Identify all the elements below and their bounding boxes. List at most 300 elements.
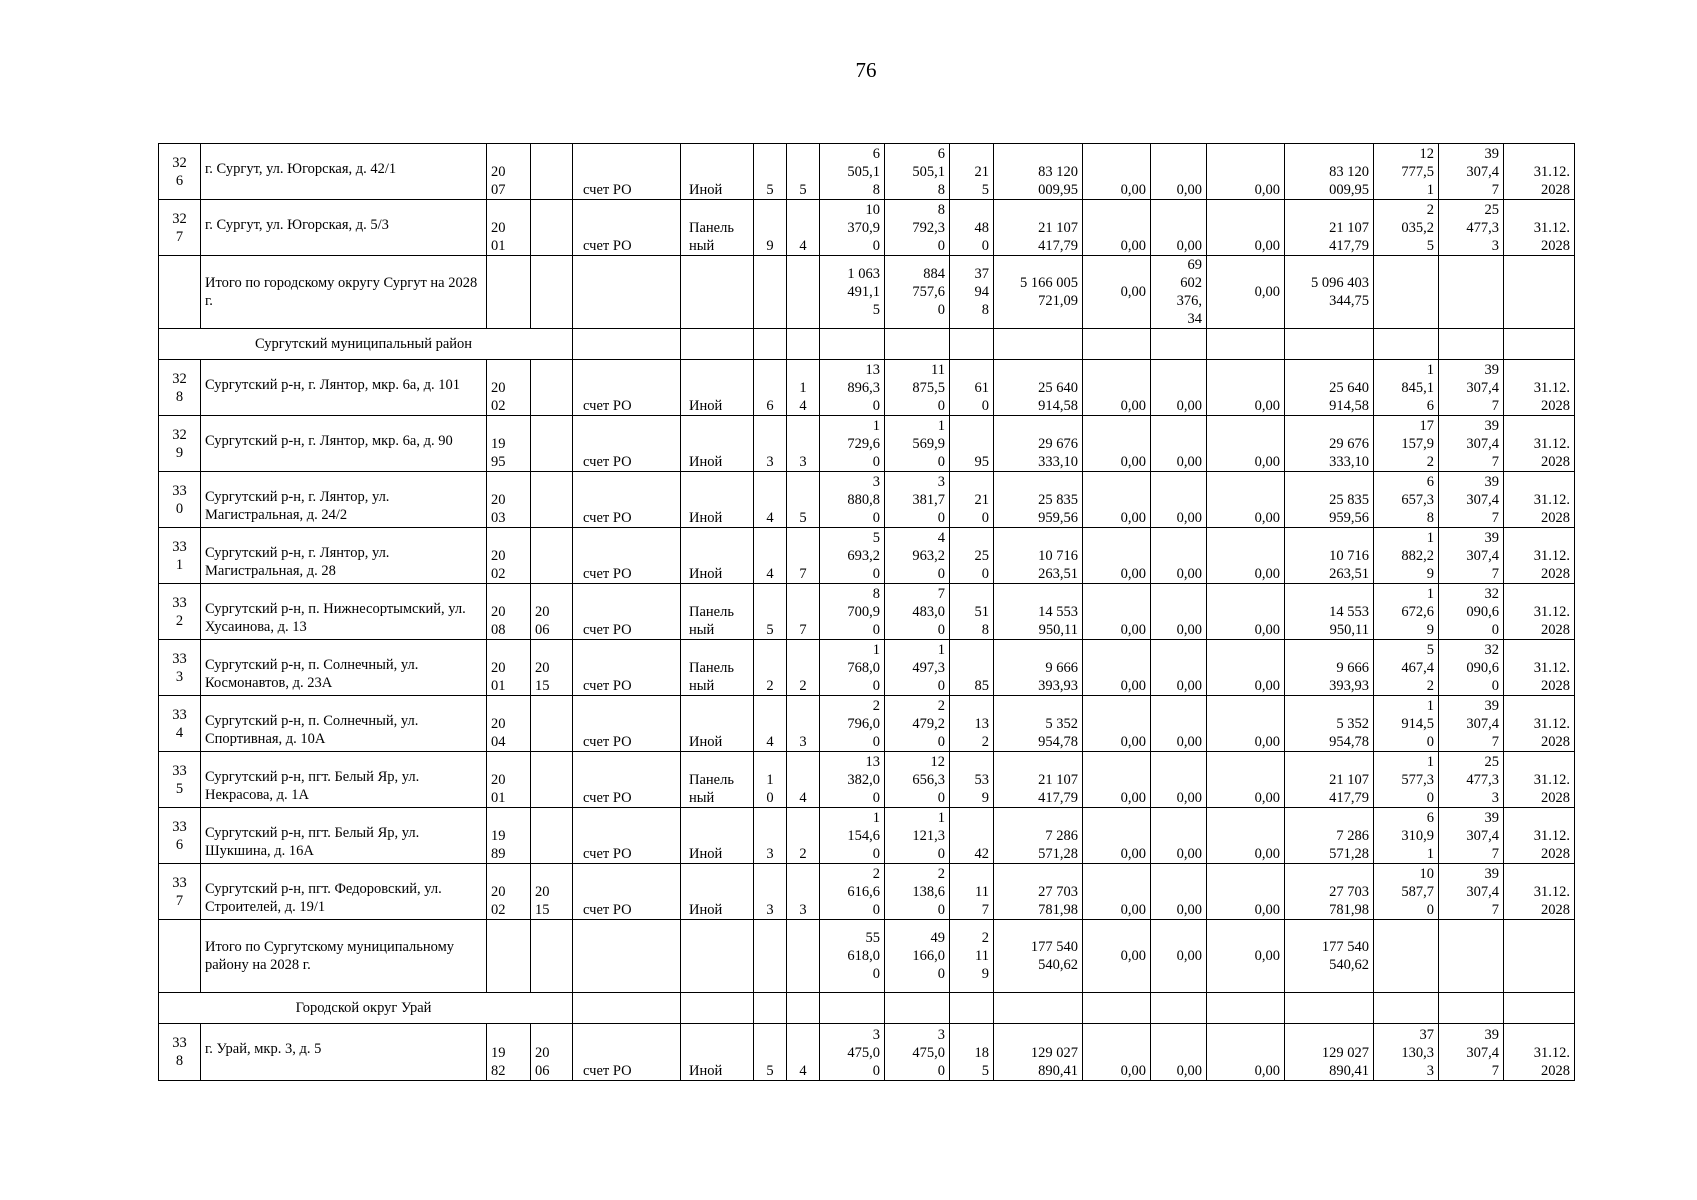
- living-area-cell: 2 479,2 0: [885, 696, 950, 752]
- year-repair-cell: [531, 752, 573, 808]
- empty-cell: [820, 993, 885, 1024]
- empty-cell: [1504, 256, 1575, 329]
- total-cost-cell: 9 666 393,93: [994, 640, 1083, 696]
- total-area-cell: 1 729,6 0: [820, 416, 885, 472]
- completion-date-cell: 31.12. 2028: [1504, 200, 1575, 256]
- fund-local-cell: 0,00: [1207, 416, 1285, 472]
- limit-cost-cell: 39 307,4 7: [1439, 472, 1504, 528]
- total-cost-cell: 5 352 954,78: [994, 696, 1083, 752]
- residents-cell: 13 2: [950, 696, 994, 752]
- total-area-cell: 2 796,0 0: [820, 696, 885, 752]
- empty-cell: [1151, 993, 1207, 1024]
- fund-method-cell: счет РО: [573, 864, 681, 920]
- fund-regional-cell: 0,00: [1151, 144, 1207, 200]
- residents-cell: 18 5: [950, 1024, 994, 1081]
- empty-cell: [1504, 993, 1575, 1024]
- entrances-cell: 3: [787, 864, 820, 920]
- wall-material-cell: Панель ный: [681, 200, 754, 256]
- empty-cell: [820, 329, 885, 360]
- entrances-cell: 7: [787, 528, 820, 584]
- living-area-cell: 1 497,3 0: [885, 640, 950, 696]
- row-number: 33 8: [159, 1024, 201, 1081]
- row-number: 33 6: [159, 808, 201, 864]
- completion-date-cell: 31.12. 2028: [1504, 864, 1575, 920]
- fund-local-cell: 0,00: [1207, 144, 1285, 200]
- table-row: [159, 640, 1575, 696]
- completion-date-cell: 31.12. 2028: [1504, 640, 1575, 696]
- total-cost-cell: 21 107 417,79: [994, 752, 1083, 808]
- empty-cell: [1285, 993, 1374, 1024]
- wall-material-cell: Иной: [681, 528, 754, 584]
- limit-cost-cell: 32 090,6 0: [1439, 584, 1504, 640]
- floors-cell: 1 0: [754, 752, 787, 808]
- fund-owners-cell: 25 640 914,58: [1285, 360, 1374, 416]
- limit-cost-cell: 39 307,4 7: [1439, 808, 1504, 864]
- fund-owners-cell: 5 352 954,78: [1285, 696, 1374, 752]
- unit-cost-cell: 2 035,2 5: [1374, 200, 1439, 256]
- address-cell: Сургутский р-н, г. Лянтор, ул. Магистральная, д. 24/2: [201, 472, 487, 528]
- floors-cell: 3: [754, 808, 787, 864]
- empty-cell: [950, 329, 994, 360]
- total-cost-cell: 14 553 950,11: [994, 584, 1083, 640]
- floors-cell: 5: [754, 144, 787, 200]
- entrances-cell: 2: [787, 640, 820, 696]
- empty-cell: [1439, 920, 1504, 993]
- wall-material-cell: Панель ный: [681, 752, 754, 808]
- fund-local-cell: 0,00: [1207, 920, 1285, 993]
- section-header-row: [159, 993, 1575, 1024]
- fund-method-cell: счет РО: [573, 640, 681, 696]
- address-cell: г. Сургут, ул. Югорская, д. 5/3: [201, 200, 487, 256]
- row-number: 32 6: [159, 144, 201, 200]
- entrances-cell: 7: [787, 584, 820, 640]
- empty-cell: [573, 993, 681, 1024]
- fund-local-cell: 0,00: [1207, 696, 1285, 752]
- year-repair-cell: [531, 144, 573, 200]
- living-area-cell: 8 792,3 0: [885, 200, 950, 256]
- year-built-cell: 20 04: [487, 696, 531, 752]
- fund-method-cell: счет РО: [573, 360, 681, 416]
- living-area-cell: 3 475,0 0: [885, 1024, 950, 1081]
- address-cell: Сургутский р-н, п. Солнечный, ул. Спортивная, д. 10А: [201, 696, 487, 752]
- fund-method-cell: счет РО: [573, 472, 681, 528]
- fund-owners-cell: 27 703 781,98: [1285, 864, 1374, 920]
- total-cost-cell: 5 166 005 721,09: [994, 256, 1083, 329]
- empty-cell: [487, 920, 531, 993]
- fund-federal-cell: 0,00: [1083, 752, 1151, 808]
- floors-cell: 6: [754, 360, 787, 416]
- row-number: 33 0: [159, 472, 201, 528]
- total-area-cell: 8 700,9 0: [820, 584, 885, 640]
- table-row: [159, 472, 1575, 528]
- empty-cell: [885, 329, 950, 360]
- residents-cell: 53 9: [950, 752, 994, 808]
- year-repair-cell: [531, 808, 573, 864]
- unit-cost-cell: 1 845,1 6: [1374, 360, 1439, 416]
- empty-cell: [1083, 993, 1151, 1024]
- wall-material-cell: Иной: [681, 144, 754, 200]
- floors-cell: 5: [754, 584, 787, 640]
- living-area-cell: 2 138,6 0: [885, 864, 950, 920]
- fund-federal-cell: 0,00: [1083, 528, 1151, 584]
- row-number: 33 1: [159, 528, 201, 584]
- row-number: 32 7: [159, 200, 201, 256]
- entrances-cell: 5: [787, 472, 820, 528]
- section-title: Сургутский муниципальный район: [159, 329, 573, 360]
- total-area-cell: 1 768,0 0: [820, 640, 885, 696]
- section-header-row: [159, 329, 1575, 360]
- year-built-cell: 20 01: [487, 752, 531, 808]
- limit-cost-cell: 25 477,3 3: [1439, 200, 1504, 256]
- living-area-cell: 11 875,5 0: [885, 360, 950, 416]
- floors-cell: 3: [754, 416, 787, 472]
- residents-cell: 37 94 8: [950, 256, 994, 329]
- fund-owners-cell: 10 716 263,51: [1285, 528, 1374, 584]
- wall-material-cell: Иной: [681, 416, 754, 472]
- fund-method-cell: счет РО: [573, 1024, 681, 1081]
- fund-local-cell: 0,00: [1207, 864, 1285, 920]
- total-cost-cell: 10 716 263,51: [994, 528, 1083, 584]
- fund-owners-cell: 21 107 417,79: [1285, 752, 1374, 808]
- fund-regional-cell: 0,00: [1151, 696, 1207, 752]
- year-repair-cell: [531, 472, 573, 528]
- completion-date-cell: 31.12. 2028: [1504, 416, 1575, 472]
- address-cell: Сургутский р-н, г. Лянтор, мкр. 6а, д. 101: [201, 360, 487, 416]
- wall-material-cell: Иной: [681, 1024, 754, 1081]
- fund-local-cell: 0,00: [1207, 752, 1285, 808]
- residents-cell: 21 0: [950, 472, 994, 528]
- empty-cell: [531, 256, 573, 329]
- empty-cell: [1151, 329, 1207, 360]
- residents-cell: 51 8: [950, 584, 994, 640]
- completion-date-cell: 31.12. 2028: [1504, 584, 1575, 640]
- fund-regional-cell: 0,00: [1151, 1024, 1207, 1081]
- total-cost-cell: 7 286 571,28: [994, 808, 1083, 864]
- completion-date-cell: 31.12. 2028: [1504, 1024, 1575, 1081]
- fund-regional-cell: 0,00: [1151, 920, 1207, 993]
- fund-federal-cell: 0,00: [1083, 1024, 1151, 1081]
- unit-cost-cell: 1 672,6 9: [1374, 584, 1439, 640]
- fund-regional-cell: 0,00: [1151, 200, 1207, 256]
- entrances-cell: 2: [787, 808, 820, 864]
- table-row: [159, 144, 1575, 200]
- subtotal-label: Итого по городскому округу Сургут на 2028 г.: [201, 256, 487, 329]
- wall-material-cell: Иной: [681, 696, 754, 752]
- empty-cell: [1207, 993, 1285, 1024]
- unit-cost-cell: 1 577,3 0: [1374, 752, 1439, 808]
- fund-regional-cell: 0,00: [1151, 640, 1207, 696]
- entrances-cell: 1 4: [787, 360, 820, 416]
- table-row: [159, 1024, 1575, 1081]
- wall-material-cell: Иной: [681, 360, 754, 416]
- fund-owners-cell: 21 107 417,79: [1285, 200, 1374, 256]
- year-built-cell: 19 82: [487, 1024, 531, 1081]
- year-repair-cell: 20 06: [531, 1024, 573, 1081]
- fund-owners-cell: 83 120 009,95: [1285, 144, 1374, 200]
- completion-date-cell: 31.12. 2028: [1504, 144, 1575, 200]
- floors-cell: 5: [754, 1024, 787, 1081]
- total-area-cell: 13 896,3 0: [820, 360, 885, 416]
- empty-cell: [159, 256, 201, 329]
- empty-cell: [885, 993, 950, 1024]
- fund-federal-cell: 0,00: [1083, 144, 1151, 200]
- empty-cell: [950, 993, 994, 1024]
- year-repair-cell: [531, 360, 573, 416]
- fund-local-cell: 0,00: [1207, 472, 1285, 528]
- entrances-cell: 4: [787, 1024, 820, 1081]
- year-built-cell: 20 02: [487, 360, 531, 416]
- fund-owners-cell: 177 540 540,62: [1285, 920, 1374, 993]
- unit-cost-cell: 1 882,2 9: [1374, 528, 1439, 584]
- empty-cell: [1439, 329, 1504, 360]
- address-cell: Сургутский р-н, пгт. Белый Яр, ул. Шукшина, д. 16А: [201, 808, 487, 864]
- fund-regional-cell: 69 602 376, 34: [1151, 256, 1207, 329]
- living-area-cell: 1 569,9 0: [885, 416, 950, 472]
- fund-regional-cell: 0,00: [1151, 752, 1207, 808]
- subtotal-label: Итого по Сургутскому муниципальному району на 2028 г.: [201, 920, 487, 993]
- address-cell: Сургутский р-н, г. Лянтор, ул. Магистральная, д. 28: [201, 528, 487, 584]
- empty-cell: [754, 329, 787, 360]
- wall-material-cell: Иной: [681, 472, 754, 528]
- row-number: 33 5: [159, 752, 201, 808]
- living-area-cell: 7 483,0 0: [885, 584, 950, 640]
- empty-cell: [787, 329, 820, 360]
- total-cost-cell: 25 640 914,58: [994, 360, 1083, 416]
- empty-cell: [681, 329, 754, 360]
- total-cost-cell: 83 120 009,95: [994, 144, 1083, 200]
- unit-cost-cell: 12 777,5 1: [1374, 144, 1439, 200]
- address-cell: г. Урай, мкр. 3, д. 5: [201, 1024, 487, 1081]
- unit-cost-cell: 5 467,4 2: [1374, 640, 1439, 696]
- empty-cell: [1439, 256, 1504, 329]
- table-row: [159, 752, 1575, 808]
- fund-owners-cell: 129 027 890,41: [1285, 1024, 1374, 1081]
- fund-regional-cell: 0,00: [1151, 360, 1207, 416]
- fund-federal-cell: 0,00: [1083, 360, 1151, 416]
- empty-cell: [1374, 993, 1439, 1024]
- empty-cell: [159, 920, 201, 993]
- entrances-cell: 3: [787, 416, 820, 472]
- empty-cell: [787, 993, 820, 1024]
- living-area-cell: 49 166,0 0: [885, 920, 950, 993]
- wall-material-cell: Иной: [681, 864, 754, 920]
- year-repair-cell: [531, 200, 573, 256]
- total-area-cell: 3 475,0 0: [820, 1024, 885, 1081]
- fund-regional-cell: 0,00: [1151, 472, 1207, 528]
- fund-owners-cell: 5 096 403 344,75: [1285, 256, 1374, 329]
- fund-owners-cell: 14 553 950,11: [1285, 584, 1374, 640]
- residents-cell: 95: [950, 416, 994, 472]
- fund-local-cell: 0,00: [1207, 1024, 1285, 1081]
- total-area-cell: 3 880,8 0: [820, 472, 885, 528]
- row-number: 32 9: [159, 416, 201, 472]
- residents-cell: 85: [950, 640, 994, 696]
- year-repair-cell: [531, 416, 573, 472]
- limit-cost-cell: 39 307,4 7: [1439, 1024, 1504, 1081]
- fund-owners-cell: 29 676 333,10: [1285, 416, 1374, 472]
- row-number: 33 2: [159, 584, 201, 640]
- empty-cell: [573, 329, 681, 360]
- total-cost-cell: 129 027 890,41: [994, 1024, 1083, 1081]
- living-area-cell: 12 656,3 0: [885, 752, 950, 808]
- empty-cell: [681, 920, 754, 993]
- fund-federal-cell: 0,00: [1083, 696, 1151, 752]
- section-title: Городской округ Урай: [159, 993, 573, 1024]
- year-built-cell: 20 02: [487, 864, 531, 920]
- empty-cell: [1285, 329, 1374, 360]
- wall-material-cell: Иной: [681, 808, 754, 864]
- total-cost-cell: 25 835 959,56: [994, 472, 1083, 528]
- floors-cell: 2: [754, 640, 787, 696]
- total-area-cell: 1 154,6 0: [820, 808, 885, 864]
- empty-cell: [1374, 256, 1439, 329]
- fund-method-cell: счет РО: [573, 696, 681, 752]
- empty-cell: [1439, 993, 1504, 1024]
- table-row: [159, 696, 1575, 752]
- entrances-cell: 4: [787, 200, 820, 256]
- limit-cost-cell: 39 307,4 7: [1439, 528, 1504, 584]
- empty-cell: [754, 920, 787, 993]
- fund-local-cell: 0,00: [1207, 528, 1285, 584]
- empty-cell: [754, 256, 787, 329]
- fund-federal-cell: 0,00: [1083, 200, 1151, 256]
- unit-cost-cell: 17 157,9 2: [1374, 416, 1439, 472]
- empty-cell: [681, 256, 754, 329]
- table-row: [159, 416, 1575, 472]
- completion-date-cell: 31.12. 2028: [1504, 752, 1575, 808]
- fund-federal-cell: 0,00: [1083, 472, 1151, 528]
- residents-cell: 48 0: [950, 200, 994, 256]
- unit-cost-cell: 6 310,9 1: [1374, 808, 1439, 864]
- unit-cost-cell: 37 130,3 3: [1374, 1024, 1439, 1081]
- year-built-cell: 20 01: [487, 640, 531, 696]
- completion-date-cell: 31.12. 2028: [1504, 472, 1575, 528]
- subtotal-row: [159, 920, 1575, 993]
- total-area-cell: 10 370,9 0: [820, 200, 885, 256]
- fund-regional-cell: 0,00: [1151, 416, 1207, 472]
- empty-cell: [994, 329, 1083, 360]
- table-row: [159, 528, 1575, 584]
- empty-cell: [1504, 920, 1575, 993]
- empty-cell: [787, 256, 820, 329]
- address-cell: Сургутский р-н, п. Солнечный, ул. Космонавтов, д. 23А: [201, 640, 487, 696]
- fund-method-cell: счет РО: [573, 144, 681, 200]
- capital-repair-table: [158, 143, 1575, 1081]
- total-cost-cell: 177 540 540,62: [994, 920, 1083, 993]
- address-cell: г. Сургут, ул. Югорская, д. 42/1: [201, 144, 487, 200]
- fund-owners-cell: 25 835 959,56: [1285, 472, 1374, 528]
- fund-local-cell: 0,00: [1207, 584, 1285, 640]
- year-repair-cell: 20 06: [531, 584, 573, 640]
- fund-method-cell: счет РО: [573, 584, 681, 640]
- table-row: [159, 200, 1575, 256]
- completion-date-cell: 31.12. 2028: [1504, 808, 1575, 864]
- fund-regional-cell: 0,00: [1151, 584, 1207, 640]
- living-area-cell: 4 963,2 0: [885, 528, 950, 584]
- fund-method-cell: счет РО: [573, 808, 681, 864]
- year-repair-cell: [531, 696, 573, 752]
- unit-cost-cell: 1 914,5 0: [1374, 696, 1439, 752]
- year-repair-cell: 20 15: [531, 640, 573, 696]
- address-cell: Сургутский р-н, г. Лянтор, мкр. 6а, д. 90: [201, 416, 487, 472]
- table-row: [159, 864, 1575, 920]
- fund-federal-cell: 0,00: [1083, 584, 1151, 640]
- floors-cell: 4: [754, 528, 787, 584]
- fund-regional-cell: 0,00: [1151, 808, 1207, 864]
- year-repair-cell: [531, 528, 573, 584]
- total-cost-cell: 21 107 417,79: [994, 200, 1083, 256]
- table-row: [159, 808, 1575, 864]
- residents-cell: 2 11 9: [950, 920, 994, 993]
- row-number: 33 7: [159, 864, 201, 920]
- living-area-cell: 1 121,3 0: [885, 808, 950, 864]
- empty-cell: [1374, 920, 1439, 993]
- entrances-cell: 4: [787, 752, 820, 808]
- empty-cell: [531, 920, 573, 993]
- residents-cell: 11 7: [950, 864, 994, 920]
- limit-cost-cell: 39 307,4 7: [1439, 864, 1504, 920]
- limit-cost-cell: 25 477,3 3: [1439, 752, 1504, 808]
- fund-local-cell: 0,00: [1207, 640, 1285, 696]
- empty-cell: [787, 920, 820, 993]
- floors-cell: 4: [754, 696, 787, 752]
- empty-cell: [681, 993, 754, 1024]
- row-number: 33 3: [159, 640, 201, 696]
- fund-local-cell: 0,00: [1207, 808, 1285, 864]
- unit-cost-cell: 6 657,3 8: [1374, 472, 1439, 528]
- fund-local-cell: 0,00: [1207, 256, 1285, 329]
- fund-local-cell: 0,00: [1207, 360, 1285, 416]
- total-cost-cell: 29 676 333,10: [994, 416, 1083, 472]
- address-cell: Сургутский р-н, п. Нижнесортымский, ул. Хусаинова, д. 13: [201, 584, 487, 640]
- table-row: [159, 360, 1575, 416]
- total-area-cell: 13 382,0 0: [820, 752, 885, 808]
- total-area-cell: 5 693,2 0: [820, 528, 885, 584]
- empty-cell: [994, 993, 1083, 1024]
- floors-cell: 4: [754, 472, 787, 528]
- wall-material-cell: Панель ный: [681, 640, 754, 696]
- fund-federal-cell: 0,00: [1083, 920, 1151, 993]
- floors-cell: 3: [754, 864, 787, 920]
- year-built-cell: 19 89: [487, 808, 531, 864]
- living-area-cell: 3 381,7 0: [885, 472, 950, 528]
- fund-method-cell: счет РО: [573, 200, 681, 256]
- residents-cell: 42: [950, 808, 994, 864]
- empty-cell: [1207, 329, 1285, 360]
- completion-date-cell: 31.12. 2028: [1504, 696, 1575, 752]
- fund-owners-cell: 9 666 393,93: [1285, 640, 1374, 696]
- fund-federal-cell: 0,00: [1083, 416, 1151, 472]
- fund-regional-cell: 0,00: [1151, 528, 1207, 584]
- year-built-cell: 19 95: [487, 416, 531, 472]
- total-area-cell: 55 618,0 0: [820, 920, 885, 993]
- completion-date-cell: 31.12. 2028: [1504, 360, 1575, 416]
- residents-cell: 25 0: [950, 528, 994, 584]
- year-built-cell: 20 01: [487, 200, 531, 256]
- limit-cost-cell: 39 307,4 7: [1439, 696, 1504, 752]
- fund-federal-cell: 0,00: [1083, 640, 1151, 696]
- residents-cell: 21 5: [950, 144, 994, 200]
- empty-cell: [1504, 329, 1575, 360]
- empty-cell: [487, 256, 531, 329]
- limit-cost-cell: 39 307,4 7: [1439, 360, 1504, 416]
- entrances-cell: 5: [787, 144, 820, 200]
- total-area-cell: 2 616,6 0: [820, 864, 885, 920]
- total-area-cell: 1 063 491,1 5: [820, 256, 885, 329]
- year-repair-cell: 20 15: [531, 864, 573, 920]
- total-cost-cell: 27 703 781,98: [994, 864, 1083, 920]
- year-built-cell: 20 08: [487, 584, 531, 640]
